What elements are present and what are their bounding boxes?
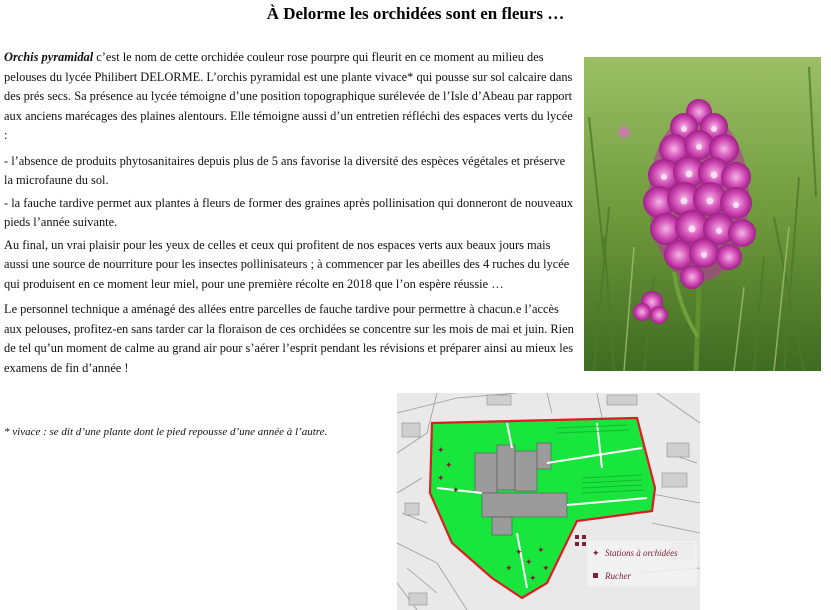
svg-text:✦: ✦	[529, 573, 537, 583]
staff-paragraph: Le personnel technique a aménagé des allées entre parcelles de fauche tardive pour permettre à chacun.e l’accès aux pelouses, profitez-en sans tarder car la floraison de ces orchidées se concentre sur les mois de mai et juin. Rien de tel qu’un moment de calme au grand air pour s’aérer l’esprit pendant les révisions et préparer ainsi au mieux les examens de fin d’année !	[4, 302, 574, 375]
svg-text:✦: ✦	[437, 473, 445, 483]
legend-stations: Stations à orchidées	[605, 548, 678, 558]
intro-text: c’est le nom de cette orchidée couleur rose pourpre qui fleurit en ce moment au milieu des pelouses du lycée Philibert DELORME. L’orchis pyramidal est une plante vivace* qui pousse sur sol calcaire dans des prés secs. Sa présence au lycée témoigne d’une position topographique surélevée de l’Isle d’Abeau par rapport aux anciens marécages des plaines alentours. Elle témoigne aussi d’un entretien réfléchi des espaces verts du lycée :	[4, 50, 573, 142]
legend-rucher: Rucher	[605, 571, 631, 581]
intro-paragraph	[4, 48, 576, 146]
svg-text:✦: ✦	[525, 557, 533, 567]
campus-map	[397, 393, 700, 610]
svg-text:✦: ✦	[515, 547, 523, 557]
orchid-photo	[584, 57, 821, 371]
svg-text:✦: ✦	[445, 460, 453, 470]
legend-rucher-marker-icon	[593, 573, 598, 578]
svg-text:✦: ✦	[542, 563, 550, 573]
footnote: * vivace : se dit d’une plante dont le pied repousse d’une année à l’autre.	[4, 426, 328, 438]
bullet-phytosanitaires: - l’absence de produits phytosanitaires depuis plus de 5 ans favorise la diversité des espèces végétales et préserve la microfaune du sol.	[4, 153, 566, 187]
svg-text:✦: ✦	[537, 545, 545, 555]
svg-text:✦: ✦	[505, 563, 513, 573]
svg-text:✦: ✦	[452, 485, 460, 495]
legend-orchid-marker-icon: ✦	[592, 548, 600, 558]
article-body	[4, 48, 576, 384]
bullet-fauche-tardive: - la fauche tardive permet aux plantes à fleurs de former des graines après pollinisation qui donneront de nouveaux pieds l’année suivante.	[4, 195, 574, 229]
intro-term: Orchis pyramidal	[4, 50, 94, 64]
conclusion-paragraph: Au final, un vrai plaisir pour les yeux de celles et ceux qui profitent de nos espaces verts aux beaux jours mais aussi une source de nourriture pour les insectes pollinisateurs ; à commencer par les abeilles des 4 ruches du lycée qui produisent en ce moment leur miel, pour une première récolte en 2018 que l’on espère réussie …	[4, 237, 570, 291]
page-title: À Delorme les orchidées sont en fleurs …	[266, 4, 565, 23]
svg-text:✦: ✦	[437, 445, 445, 455]
